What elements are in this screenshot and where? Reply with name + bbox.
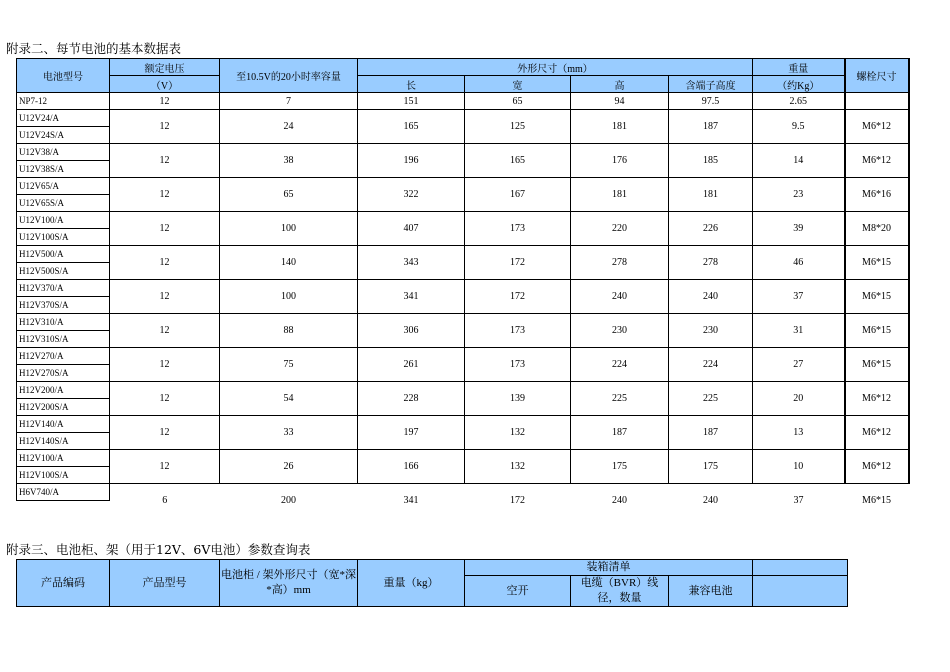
model-name-s: H12V370S/A: [19, 300, 69, 310]
header-weight: 重量: [753, 59, 845, 76]
bolt-cell: M6*15: [845, 314, 909, 348]
bolt-cell: [845, 93, 909, 110]
model-name: U12V100/A: [17, 212, 109, 229]
model-name: H12V140/A: [17, 416, 109, 433]
bolt-cell: M6*12: [845, 110, 909, 144]
table-row: [17, 178, 909, 212]
model-name: U12V65/A: [17, 178, 109, 195]
width-cell: 125: [465, 110, 571, 144]
section3-title: 附录三、电池柜、架（用于12V、6V电池）参数查询表: [6, 542, 311, 557]
width-cell: 172: [465, 280, 571, 314]
header-weight-unit: （约Kg）: [753, 76, 845, 93]
height-cell: 181: [571, 178, 669, 212]
length-cell: 197: [358, 416, 465, 450]
model-name-s: U12V38S/A: [19, 164, 65, 174]
header-model: 电池型号: [17, 59, 110, 93]
length-cell: 306: [358, 314, 465, 348]
height-terminal-cell: 187: [669, 416, 753, 450]
bolt-cell: M6*12: [845, 450, 909, 484]
table-row: [17, 382, 909, 416]
width-cell: 139: [465, 382, 571, 416]
bolt-cell: M6*12: [845, 416, 909, 450]
table-row: [17, 93, 909, 110]
header-weight-kg: 重量（kg）: [358, 560, 465, 607]
width-cell: 165: [465, 144, 571, 178]
header-capacity: 至10.5V的20小时率容量: [220, 59, 358, 93]
model-cell: [17, 416, 110, 450]
bolt-cell: M6*12: [845, 382, 909, 416]
height-cell: 181: [571, 110, 669, 144]
model-name: U12V24/A: [17, 110, 109, 127]
width-cell: 132: [465, 416, 571, 450]
header-dims: 外形尺寸（mm）: [358, 59, 753, 76]
table-row: [17, 110, 909, 144]
empty-cell: [17, 501, 110, 517]
length-cell: 228: [358, 382, 465, 416]
model-name: H12V370/A: [17, 280, 109, 297]
table-row: [17, 416, 909, 450]
weight-cell: 37: [793, 494, 804, 506]
model-cell: [17, 110, 110, 144]
bolt-cell: M8*20: [845, 212, 909, 246]
header-breaker: 空开: [465, 576, 571, 607]
model-cell: H6V740/A: [17, 484, 110, 501]
header-packing-list: 装箱清单: [465, 560, 753, 576]
model-cell: [17, 144, 110, 178]
model-name-s: H12V500S/A: [19, 266, 69, 276]
height-terminal-cell: 240: [703, 494, 718, 506]
height-terminal-cell: 230: [669, 314, 753, 348]
weight-cell: 20: [753, 382, 845, 416]
header-compatible: 兼容电池: [669, 576, 753, 607]
length-cell: 261: [358, 348, 465, 382]
height-cell: 176: [571, 144, 669, 178]
model-name-s: U12V24S/A: [19, 130, 65, 140]
capacity-cell: 100: [220, 280, 358, 314]
width-cell: 173: [465, 348, 571, 382]
voltage-cell: 12: [110, 144, 220, 178]
length-cell: 166: [358, 450, 465, 484]
capacity-cell: 140: [220, 246, 358, 280]
weight-cell: 9.5: [753, 110, 845, 144]
header-empty: [753, 560, 848, 576]
cabinet-param-table: [16, 559, 848, 607]
weight-cell: 2.65: [753, 93, 845, 110]
capacity-cell: 33: [220, 416, 358, 450]
width-cell: 173: [465, 314, 571, 348]
voltage-cell: 12: [110, 382, 220, 416]
model-cell: [17, 382, 110, 416]
table-row: [17, 246, 909, 280]
model-name-s: H12V140S/A: [19, 436, 69, 446]
capacity-cell: 200: [281, 494, 296, 506]
width-cell: 172: [510, 494, 525, 506]
voltage-cell: 12: [110, 450, 220, 484]
height-terminal-cell: 185: [669, 144, 753, 178]
header-bolt: 螺栓尺寸: [845, 59, 909, 93]
bolt-cell: M6*15: [862, 494, 891, 506]
model-name-s: U12V100S/A: [19, 232, 69, 242]
length-cell: 165: [358, 110, 465, 144]
header-cable: 电缆（BVR）线径，数量: [571, 576, 669, 607]
header-cabinet-dims: 电池柜 / 架外形尺寸（宽*深*高）mm: [220, 560, 358, 607]
voltage-cell: 12: [110, 280, 220, 314]
model-cell: [17, 246, 110, 280]
header-height-terminal: 含端子高度: [669, 76, 753, 93]
model-name-s: H12V270S/A: [19, 368, 69, 378]
table-row: [17, 348, 909, 382]
model-cell: [17, 450, 110, 484]
voltage-cell: 12: [110, 212, 220, 246]
header-height: 高: [571, 76, 669, 93]
weight-cell: 27: [753, 348, 845, 382]
table-row: [17, 314, 909, 348]
model-name: H12V100/A: [17, 450, 109, 467]
bolt-cell: M6*15: [845, 246, 909, 280]
capacity-cell: 26: [220, 450, 358, 484]
height-terminal-cell: 181: [669, 178, 753, 212]
capacity-cell: 65: [220, 178, 358, 212]
model-name: H12V200/A: [17, 382, 109, 399]
height-cell: 175: [571, 450, 669, 484]
height-cell: 278: [571, 246, 669, 280]
weight-cell: 23: [753, 178, 845, 212]
height-cell: 187: [571, 416, 669, 450]
height-cell: 94: [571, 93, 669, 110]
bolt-cell: M6*16: [845, 178, 909, 212]
model-name-s: H12V310S/A: [19, 334, 69, 344]
bolt-cell: M6*12: [845, 144, 909, 178]
battery-data-table: [16, 58, 910, 517]
height-terminal-cell: 226: [669, 212, 753, 246]
height-cell: 240: [571, 280, 669, 314]
voltage-cell: 12: [110, 348, 220, 382]
table-row: [17, 484, 909, 501]
table-row: [17, 450, 909, 484]
voltage-cell: 12: [110, 416, 220, 450]
weight-cell: 39: [753, 212, 845, 246]
width-cell: 132: [465, 450, 571, 484]
model-name: H12V270/A: [17, 348, 109, 365]
width-cell: 167: [465, 178, 571, 212]
model-name: H12V310/A: [17, 314, 109, 331]
width-cell: 65: [465, 93, 571, 110]
length-cell: 341: [403, 494, 419, 506]
length-cell: 322: [358, 178, 465, 212]
capacity-cell: 100: [220, 212, 358, 246]
header-voltage-unit: （V）: [110, 76, 220, 93]
model-cell: [17, 178, 110, 212]
table-row: [17, 280, 909, 314]
height-cell: 240: [612, 494, 627, 506]
header-width: 宽: [465, 76, 571, 93]
bolt-cell: M6*15: [845, 280, 909, 314]
capacity-cell: 38: [220, 144, 358, 178]
height-terminal-cell: 97.5: [669, 93, 753, 110]
header-empty: [753, 576, 848, 607]
length-cell: 196: [358, 144, 465, 178]
header-product-model: 产品型号: [110, 560, 220, 607]
width-cell: 172: [465, 246, 571, 280]
height-terminal-cell: 278: [669, 246, 753, 280]
height-cell: 230: [571, 314, 669, 348]
voltage-cell: 6: [162, 494, 168, 506]
model-name-s: H12V100S/A: [19, 470, 69, 480]
capacity-cell: 7: [220, 93, 358, 110]
capacity-cell: 54: [220, 382, 358, 416]
model-name: U12V38/A: [17, 144, 109, 161]
voltage-cell: 12: [110, 314, 220, 348]
section2-title: 附录二、每节电池的基本数据表: [6, 41, 182, 56]
width-cell: 173: [465, 212, 571, 246]
header-voltage: 额定电压: [110, 59, 220, 76]
weight-cell: 14: [753, 144, 845, 178]
length-cell: 407: [358, 212, 465, 246]
voltage-cell: 12: [110, 93, 220, 110]
header-length: 长: [358, 76, 465, 93]
weight-cell: 31: [753, 314, 845, 348]
model-cell: [17, 280, 110, 314]
model-name-s: H12V200S/A: [19, 402, 69, 412]
voltage-cell: 12: [110, 246, 220, 280]
height-terminal-cell: 175: [669, 450, 753, 484]
weight-cell: 13: [753, 416, 845, 450]
voltage-cell: 12: [110, 110, 220, 144]
length-cell: 341: [358, 280, 465, 314]
voltage-cell: 12: [110, 178, 220, 212]
model-name-s: U12V65S/A: [19, 198, 65, 208]
height-cell: 225: [571, 382, 669, 416]
weight-cell: 10: [753, 450, 845, 484]
height-cell: 220: [571, 212, 669, 246]
weight-cell: 37: [753, 280, 845, 314]
model-name: H12V500/A: [17, 246, 109, 263]
model-cell: [17, 212, 110, 246]
capacity-cell: 88: [220, 314, 358, 348]
bolt-cell: M6*15: [845, 348, 909, 382]
model-cell: [17, 348, 110, 382]
height-cell: 224: [571, 348, 669, 382]
height-terminal-cell: 240: [669, 280, 753, 314]
table-row: [17, 144, 909, 178]
capacity-cell: 75: [220, 348, 358, 382]
height-terminal-cell: 224: [669, 348, 753, 382]
table-row: [17, 212, 909, 246]
height-terminal-cell: 225: [669, 382, 753, 416]
model-cell: NP7-12: [17, 93, 110, 110]
model-cell: [17, 314, 110, 348]
weight-cell: 46: [753, 246, 845, 280]
length-cell: 343: [358, 246, 465, 280]
header-code: 产品编码: [17, 560, 110, 607]
capacity-cell: 24: [220, 110, 358, 144]
height-terminal-cell: 187: [669, 110, 753, 144]
length-cell: 151: [358, 93, 465, 110]
